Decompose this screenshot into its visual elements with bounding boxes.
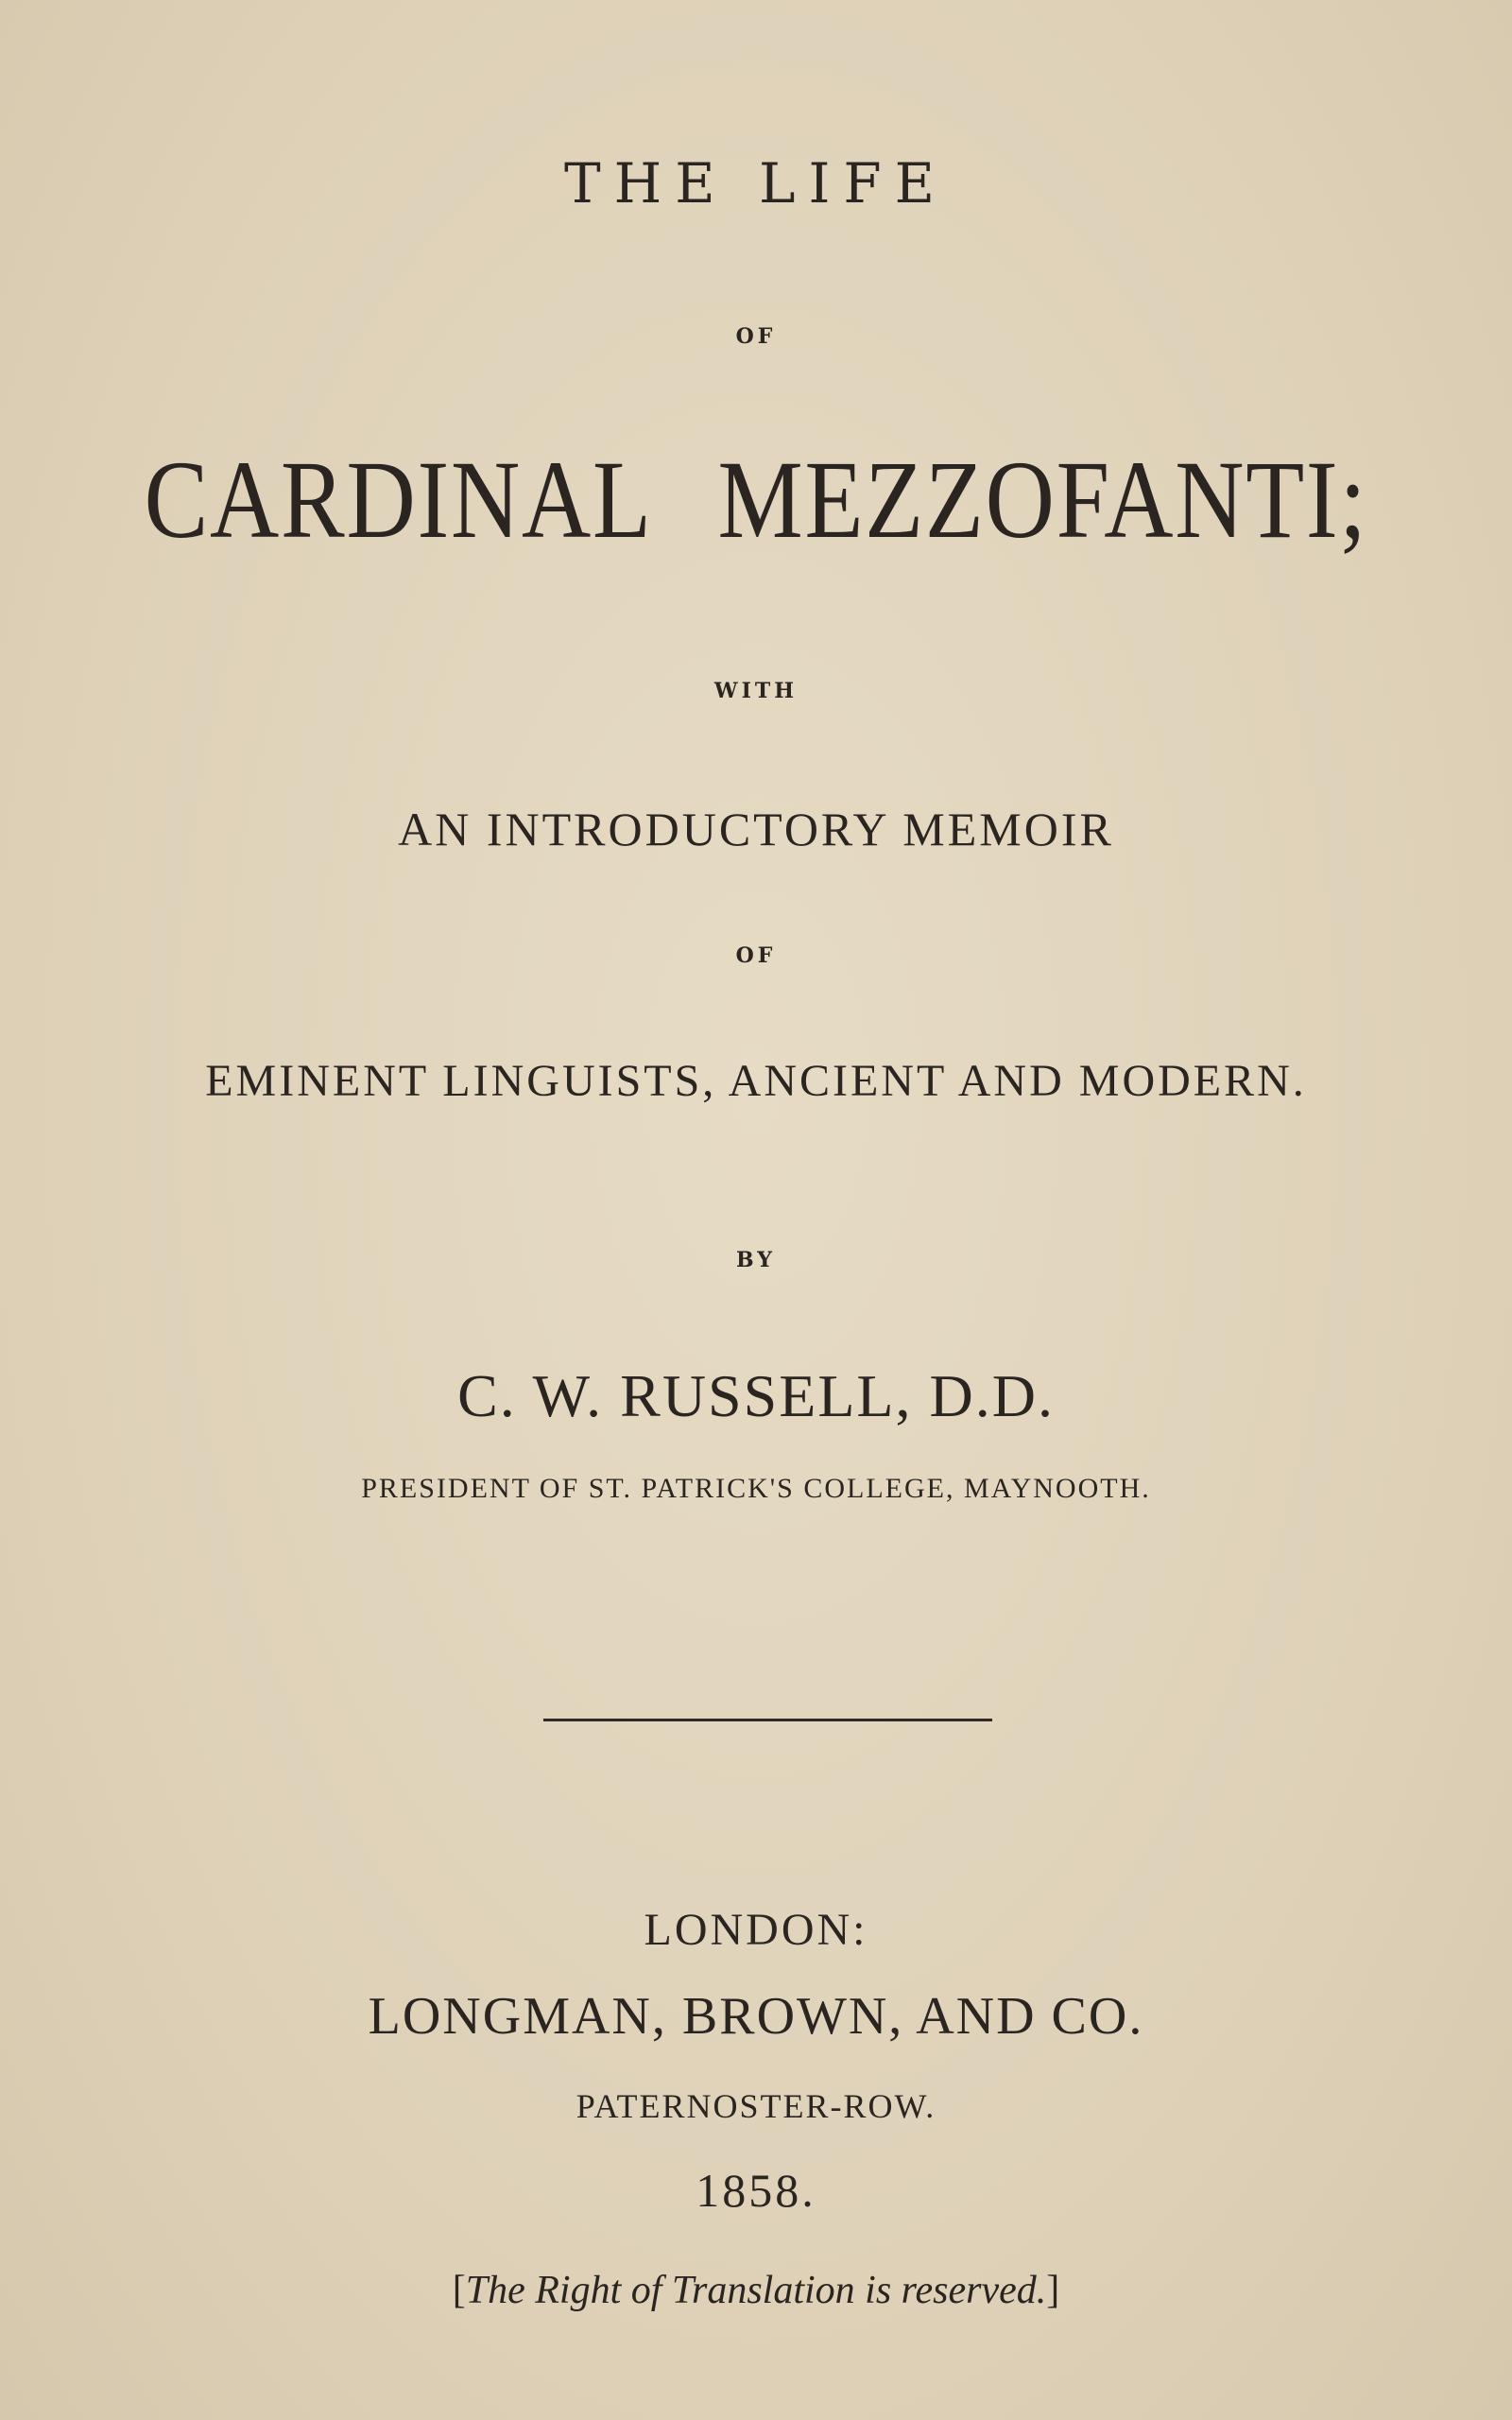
imprint-city: LONDON:	[644, 1905, 868, 1955]
subtitle-memoir: AN INTRODUCTORY MEMOIR	[398, 803, 1114, 856]
main-title-cardinal: CARDINAL	[144, 438, 653, 562]
main-title-mezzofanti: MEZZOFANTI;	[717, 438, 1368, 562]
with-label: WITH	[713, 679, 799, 703]
imprint-year: 1858.	[696, 2164, 816, 2217]
author-title: PRESIDENT OF ST. PATRICK'S COLLEGE, MAYNOOTH.	[361, 1473, 1151, 1504]
rights-notice	[0, 2271, 1512, 2310]
main-title	[106, 438, 1406, 562]
of-label-2: OF	[735, 943, 777, 968]
of-label-1: OF	[735, 324, 777, 349]
author-name: C. W. RUSSELL, D.D.	[457, 1362, 1055, 1429]
title-the-life: THE LIFE	[563, 151, 949, 216]
imprint-publisher: LONGMAN, BROWN, AND CO.	[368, 1987, 1144, 2046]
subtitle-linguists: EMINENT LINGUISTS, ANCIENT AND MODERN.	[205, 1056, 1307, 1106]
rights-bracket-close: ]	[1046, 2269, 1060, 2312]
imprint-address: PATERNOSTER-ROW.	[576, 2087, 936, 2125]
by-label: BY	[736, 1248, 776, 1272]
divider-rule	[543, 1719, 992, 1721]
rights-bracket-open: [	[452, 2269, 466, 2312]
rights-text: The Right of Translation is reserved.	[465, 2269, 1047, 2312]
